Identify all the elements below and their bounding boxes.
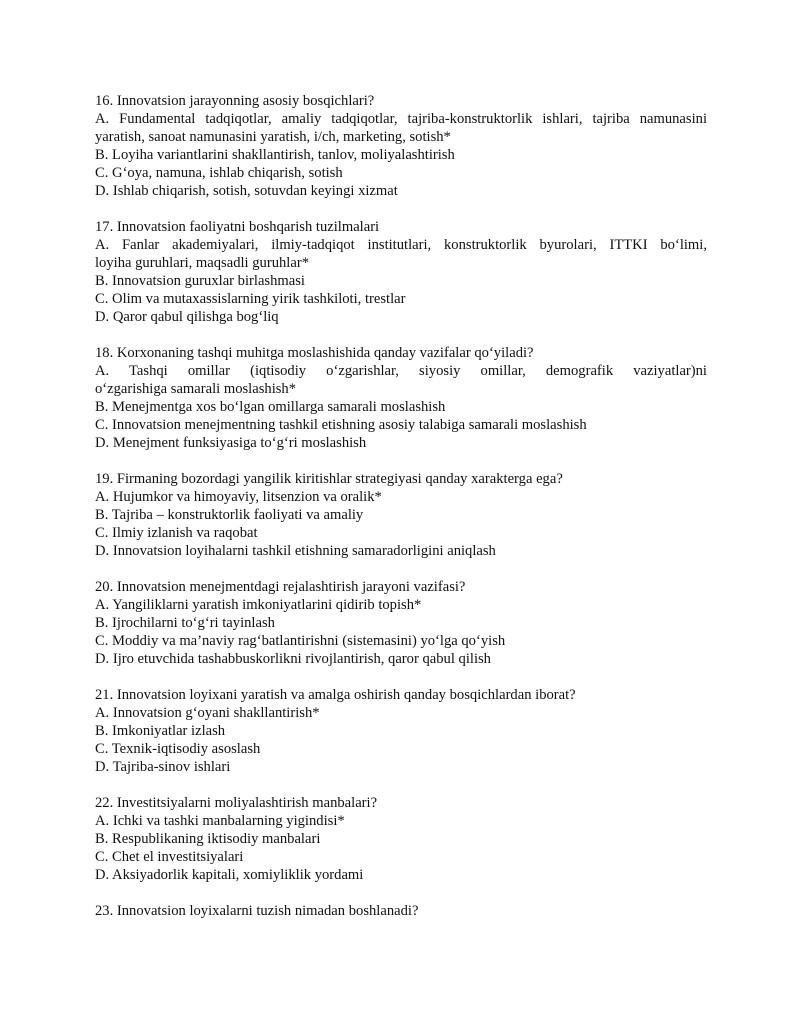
option-a-line-2: yaratish, sanoat namunasini yaratish, i/ch, marketing, sotish* bbox=[95, 129, 451, 145]
option-a-line-1: A. Fundamental tadqiqotlar, amaliy tadqiqotlar, tajriba-konstruktorlik ishlari, tajriba namunasini bbox=[95, 111, 707, 127]
question-title: 20. Innovatsion menejmentdagi rejalashtirish jarayoni vazifasi? bbox=[95, 579, 466, 595]
option-c: C. Chet el investitsiyalari bbox=[95, 849, 244, 865]
option-d: D. Qaror qabul qilishga bog‘liq bbox=[95, 309, 279, 325]
question-20 bbox=[95, 578, 707, 668]
option-a-line-1: A. Fanlar akademiyalari, ilmiy-tadqiqot institutlari, konstruktorlik byurolari, ITTKI bo‘limi, bbox=[95, 237, 707, 253]
option-b: B. Ijrochilarni to‘g‘ri tayinlash bbox=[95, 615, 275, 631]
option-c: C. Innovatsion menejmentning tashkil etishning asosiy talabiga samarali moslashish bbox=[95, 417, 587, 433]
option-c: C. Moddiy va ma’naviy rag‘batlantirishni (sistemasini) yo‘lga qo‘yish bbox=[95, 633, 506, 649]
option-d: D. Ijro etuvchida tashabbuskorlikni rivojlantirish, qaror qabul qilish bbox=[95, 651, 491, 667]
option-a-line-2: loyiha guruhlari, maqsadli guruhlar* bbox=[95, 255, 309, 271]
option-a: A. Ichki va tashki manbalarning yigindisi* bbox=[95, 813, 345, 829]
option-d: D. Innovatsion loyihalarni tashkil etishning samaradorligini aniqlash bbox=[95, 543, 496, 559]
option-d: D. Menejment funksiyasiga to‘g‘ri moslashish bbox=[95, 435, 367, 451]
option-b: B. Innovatsion guruxlar birlashmasi bbox=[95, 273, 305, 289]
question-22 bbox=[95, 794, 707, 884]
option-d: D. Ishlab chiqarish, sotish, sotuvdan keyingi xizmat bbox=[95, 183, 398, 199]
question-title: 19. Firmaning bozordagi yangilik kiritishlar strategiyasi qanday xarakterga ega? bbox=[95, 471, 563, 487]
option-b: B. Imkoniyatlar izlash bbox=[95, 723, 226, 739]
question-title: 21. Innovatsion loyixani yaratish va amalga oshirish qanday bosqichlardan iborat? bbox=[95, 687, 576, 703]
option-a: A. Hujumkor va himoyaviy, litsenzion va oralik* bbox=[95, 489, 382, 505]
question-21 bbox=[95, 686, 707, 776]
option-d: D. Aksiyadorlik kapitali, xomiyliklik yordami bbox=[95, 867, 364, 883]
option-c: C. G‘oya, namuna, ishlab chiqarish, sotish bbox=[95, 165, 343, 181]
question-title: 17. Innovatsion faoliyatni boshqarish tuzilmalari bbox=[95, 219, 380, 235]
question-19 bbox=[95, 470, 707, 560]
option-b: B. Menejmentga xos bo‘lgan omillarga samarali moslashish bbox=[95, 399, 446, 415]
question-title: 16. Innovatsion jarayonning asosiy bosqichlari? bbox=[95, 93, 375, 109]
question-23 bbox=[95, 902, 707, 920]
option-c: C. Texnik-iqtisodiy asoslash bbox=[95, 741, 261, 757]
option-b: B. Loyiha variantlarini shakllantirish, tanlov, moliyalashtirish bbox=[95, 147, 455, 163]
option-a: A. Yangiliklarni yaratish imkoniyatlarini qidirib topish* bbox=[95, 597, 422, 613]
question-title: 18. Korxonaning tashqi muhitga moslashishida qanday vazifalar qo‘yiladi? bbox=[95, 345, 534, 361]
question-title: 23. Innovatsion loyixalarni tuzish nimadan boshlanadi? bbox=[95, 903, 419, 919]
question-title: 22. Investitsiyalarni moliyalashtirish manbalari? bbox=[95, 795, 378, 811]
option-b: B. Tajriba – konstruktorlik faoliyati va amaliy bbox=[95, 507, 364, 523]
option-b: B. Respublikaning iktisodiy manbalari bbox=[95, 831, 321, 847]
option-c: C. Ilmiy izlanish va raqobat bbox=[95, 525, 258, 541]
question-17 bbox=[95, 218, 707, 326]
option-a-line-1: A. Tashqi omillar (iqtisodiy o‘zgarishlar, siyosiy omillar, demografik vaziyatlar)ni bbox=[95, 363, 707, 379]
option-d: D. Tajriba-sinov ishlari bbox=[95, 759, 231, 775]
option-a-line-2: o‘zgarishiga samarali moslashish* bbox=[95, 381, 297, 397]
question-18 bbox=[95, 344, 707, 452]
question-16 bbox=[95, 92, 707, 200]
option-a: A. Innovatsion g‘oyani shakllantirish* bbox=[95, 705, 320, 721]
option-c: C. Olim va mutaxassislarning yirik tashkiloti, trestlar bbox=[95, 291, 406, 307]
test-document bbox=[95, 92, 707, 938]
